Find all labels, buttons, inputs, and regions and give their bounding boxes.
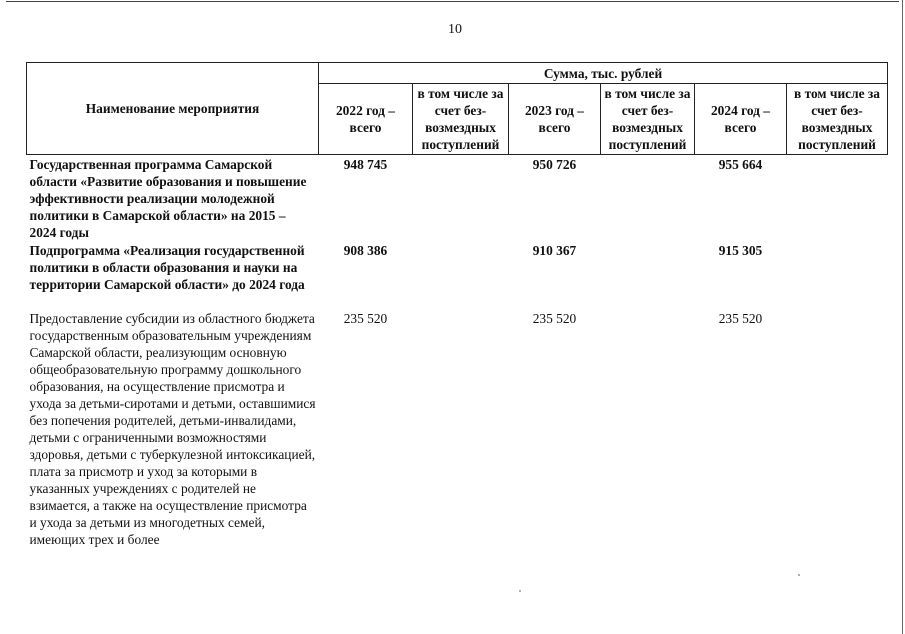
value-2022-free bbox=[413, 155, 509, 243]
header-2024-total: 2024 год – всего bbox=[695, 84, 787, 155]
top-border-line bbox=[6, 1, 899, 2]
value-2022-total: 948 745 bbox=[343, 157, 388, 172]
value-2024-free bbox=[787, 310, 888, 600]
header-2024-free: в том числе за счет без-возмездных поступлений bbox=[787, 84, 888, 155]
value-2022-free bbox=[413, 310, 509, 600]
scan-speck bbox=[519, 590, 521, 592]
scan-speck bbox=[798, 574, 800, 576]
header-2023-total: 2023 год – всего bbox=[509, 84, 601, 155]
header-2023-free: в том числе за счет без-возмездных поступлений bbox=[601, 84, 695, 155]
value-2022-total: 235 520 bbox=[343, 311, 388, 326]
budget-table bbox=[26, 62, 888, 600]
header-2022-total: 2022 год – всего bbox=[319, 84, 413, 155]
table-row bbox=[27, 155, 888, 243]
value-2023-free bbox=[601, 242, 695, 310]
row-name: Подпрограмма «Реализация государственной политики в области образования и науки на территории Самарской области» до 2024 года bbox=[29, 243, 305, 292]
value-2022-total: 908 386 bbox=[343, 243, 388, 258]
value-2023-free bbox=[601, 310, 695, 600]
header-2022-free: в том числе за счет без-возмездных поступлений bbox=[413, 84, 509, 155]
row-name: Государственная программа Самарской области «Развитие образования и повышение эффективности реализации молодежной политики в Самарской области» на 2015 – 2024 годы bbox=[29, 157, 307, 240]
sum-column-header: Сумма, тыс. рублей bbox=[319, 63, 888, 84]
table-row bbox=[27, 242, 888, 310]
name-column-header: Наименование мероприятия bbox=[27, 63, 319, 155]
header-row-top bbox=[27, 63, 888, 84]
row-name: Предоставление субсидии из областного бюджета государственным образовательным учреждениям Самарской области, реализующим основную общеобразовательную программу дошкольного образования, на осуществление присмотра и ухода за детьми-сиротами и детьми, оставшимися без попечения родителей, детьми-инвалидами, детьми с ограниченными возможностями здоровья, детьми с туберкулезной интоксикацией, плата за присмотр и уход за которыми в указанных учреждениях с родителей не взимается, а также на осуществление присмотра и ухода за детьми из многодетных семей, имеющих трех и более bbox=[29, 311, 316, 547]
value-2023-total: 910 367 bbox=[532, 243, 577, 258]
table-row bbox=[27, 310, 888, 600]
value-2024-total: 235 520 bbox=[718, 311, 763, 326]
value-2023-total: 235 520 bbox=[532, 311, 577, 326]
value-2024-free bbox=[787, 155, 888, 243]
value-2022-free bbox=[413, 242, 509, 310]
value-2023-total: 950 726 bbox=[532, 157, 577, 172]
value-2024-total: 915 305 bbox=[718, 243, 763, 258]
value-2023-free bbox=[601, 155, 695, 243]
page-number: 10 bbox=[448, 22, 462, 37]
value-2024-total: 955 664 bbox=[718, 157, 763, 172]
value-2024-free bbox=[787, 242, 888, 310]
right-border-line bbox=[902, 0, 903, 634]
